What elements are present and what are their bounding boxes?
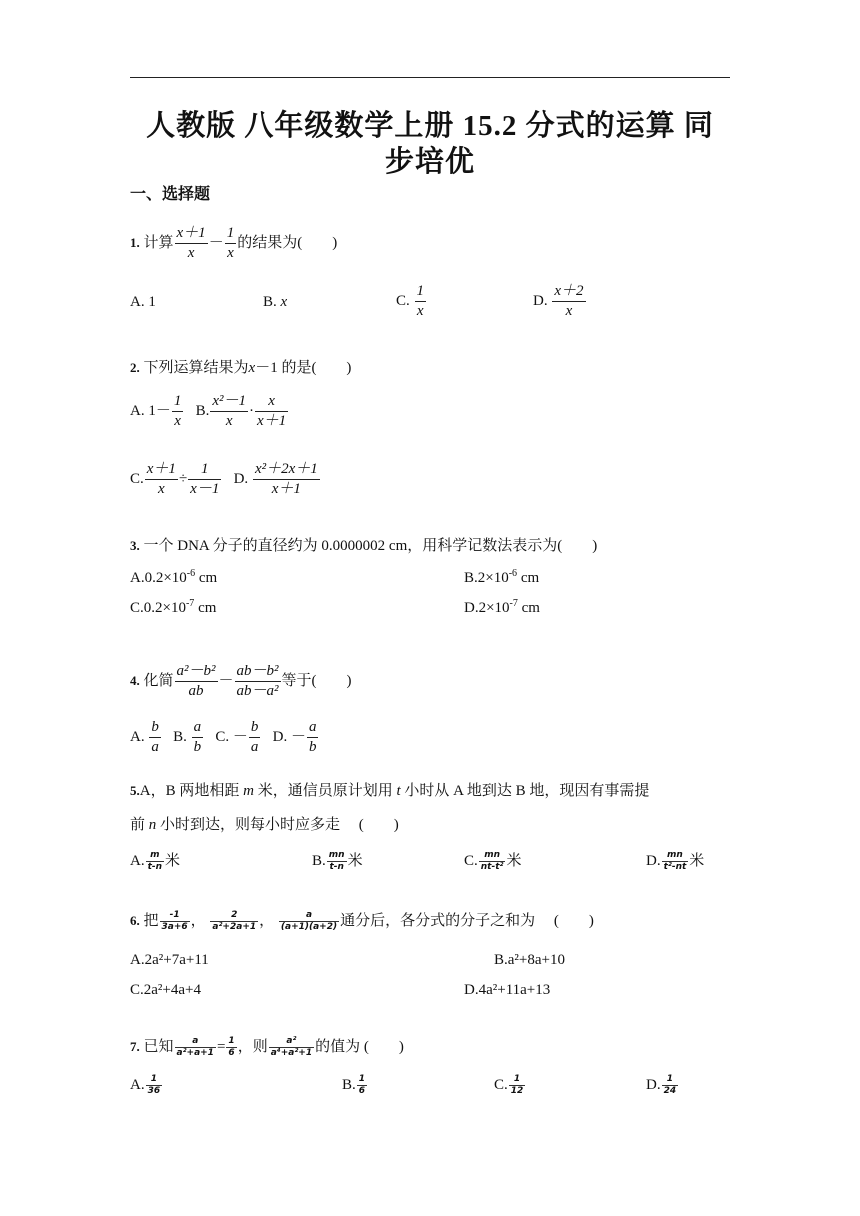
- fraction: $\frac{\text{a²－b²}}{ab}$: [176, 663, 216, 699]
- fraction: $\frac{2}{\text{a²+2a+1}}$: [212, 910, 257, 932]
- question-1: 1. 计算 $\frac{x+1}{x}$ － $\frac{1}{x}$ 的结果为( ): [130, 225, 338, 261]
- header-rule: [130, 77, 730, 78]
- question-2: 2. 下列运算结果为x－1 的是( ): [130, 360, 352, 376]
- option-c: C. $\frac{mn}{\text{nt-t²}}$ 米: [464, 850, 522, 872]
- option-b: B. $\frac{1}{6}$: [342, 1074, 366, 1096]
- fraction: $\frac{a}{b}$: [308, 719, 317, 755]
- option-d: D. －: [272, 728, 306, 745]
- fraction: $\frac{-1}{3a+6}$: [161, 910, 188, 932]
- option-c: C.2a²+4a+4: [130, 982, 201, 998]
- option-b: B. x: [263, 294, 288, 310]
- question-5: 5.A，B 两地相距 m 米，通信员原计划用 t 小时从 A 地到达 B 地，现因有事需提: [130, 783, 650, 799]
- option-d: D. $\frac{x+2}{x}$: [533, 283, 584, 319]
- fraction: $\frac{x+2}{x}$: [554, 283, 584, 319]
- question-4: 4. 化简 $\frac{\text{a²－b²}}{ab}$ － $\frac{\text{ab－b²}}{\text{ab－a²}}$ 等于( ): [130, 663, 352, 699]
- fraction: $\frac{mn}{\text{t²-nt}}$: [663, 850, 687, 872]
- question-number: 2.: [130, 360, 140, 375]
- option-a: A.: [130, 728, 145, 745]
- page-title: 人教版 八年级数学上册 15.2 分式的运算 同: [146, 110, 714, 142]
- question-number: 1.: [130, 234, 140, 250]
- option-d: D. $\frac{1}{24}$: [646, 1074, 677, 1096]
- option-c: $C.0.2\times 10^{-7}$ cm: [130, 598, 217, 616]
- fraction: $\frac{x}{x+1}$: [257, 393, 287, 429]
- question-number: 7.: [130, 1038, 140, 1054]
- fraction: $\frac{x+1}{x}$: [176, 225, 206, 261]
- option-c: C. $\frac{1}{x}$: [396, 283, 425, 319]
- fraction: $\frac{b}{a}$: [250, 719, 259, 755]
- question-number: 5.: [130, 783, 140, 798]
- question-6: 6. 把 $\frac{-1}{3a+6}$ ， $\frac{2}{\text{a²+2a+1}}$ ， $\frac{a}{(a+1)(a+2)}$ 通分后，各分式的分子之和为 ( ): [130, 910, 594, 932]
- option-b: B.: [195, 402, 210, 419]
- fraction: $\frac{x+1}{x}$: [146, 461, 176, 497]
- option-b: B.: [173, 728, 187, 745]
- fraction: $\frac{1}{x}$: [416, 283, 425, 319]
- fraction: $\frac{\text{x²＋2x＋1}}{x+1}$: [254, 461, 318, 497]
- fraction: $\frac{\text{a²}}{\text{a⁴+a²+1}}$: [270, 1036, 313, 1058]
- option-c: C.: [130, 470, 144, 487]
- page-title-continued: 步培优: [384, 146, 475, 178]
- option-d: D.4a²+11a+13: [464, 982, 551, 998]
- option-b: $B.2\times 10^{-6}$ cm: [464, 568, 540, 586]
- option-a: A. 1－: [130, 402, 171, 419]
- fraction: $\frac{\text{ab－b²}}{\text{ab－a²}}$: [236, 663, 279, 699]
- fraction: $\frac{1}{12}$: [510, 1074, 524, 1096]
- fraction: $\frac{mn}{t-n}$: [328, 850, 345, 872]
- option-b: B.a²+8a+10: [494, 952, 565, 968]
- fraction: $\frac{1}{6}$: [358, 1074, 366, 1096]
- options-2-cd: C. $\frac{x+1}{x}$ ÷ $\frac{1}{x-1}$ D. $\frac{\text{x²＋2x＋1}}{x+1}$: [130, 461, 318, 497]
- fraction: $\frac{a}{\text{a²+a+1}}$: [176, 1036, 214, 1058]
- fraction: $\frac{1}{24}$: [663, 1074, 677, 1096]
- section-heading: 一、选择题: [130, 186, 211, 203]
- fraction: $\frac{mn}{\text{nt-t²}}$: [480, 850, 504, 872]
- options-4: [130, 718, 319, 757]
- fraction: $\frac{1}{x}$: [173, 393, 182, 429]
- option-c: C. $\frac{1}{12}$: [494, 1074, 524, 1096]
- question-number: 4.: [130, 672, 140, 688]
- fraction: $\frac{a}{b}$: [193, 719, 202, 755]
- option-a: A. $\frac{1}{36}$: [130, 1074, 161, 1096]
- option-a: A. 1: [130, 294, 156, 310]
- fraction: $\frac{1}{36}$: [147, 1074, 161, 1096]
- question-number: 6.: [130, 912, 140, 928]
- option-a: $A.0.2\times 10^{-6}$ cm: [130, 568, 218, 586]
- fraction: $\frac{b}{a}$: [151, 719, 159, 755]
- fraction: $\frac{a}{(a+1)(a+2)}$: [280, 910, 338, 932]
- fraction: $\frac{m}{t-n}$: [147, 850, 163, 872]
- options-2-ab: A. 1－ $\frac{1}{x}$ B. $\frac{\text{x²－1}}{x}$ · $\frac{x}{x+1}$: [130, 393, 287, 429]
- option-a: A.2a²+7a+11: [130, 952, 209, 968]
- option-d: $D.2\times 10^{-7}$ cm: [464, 598, 540, 616]
- fraction: $\frac{1}{x}$: [226, 225, 235, 261]
- question-7: 7. 已知 $\frac{a}{\text{a²+a+1}}$ = $\frac{1}{6}$ ，则 $\frac{\text{a²}}{\text{a⁴+a²+1}}$ 的值为 ( ): [130, 1036, 404, 1058]
- option-c: C. －: [215, 728, 248, 745]
- fraction: $\frac{1}{x-1}$: [190, 461, 220, 497]
- option-a: A. $\frac{m}{t-n}$ 米: [130, 850, 181, 872]
- option-d: D. $\frac{mn}{\text{t²-nt}}$ 米: [646, 850, 705, 872]
- question-number: 3.: [130, 538, 140, 553]
- fraction: $\frac{\text{x²－1}}{x}$: [212, 393, 247, 429]
- fraction: $\frac{1}{6}$: [228, 1036, 235, 1058]
- question-5-line2: 前 n 小时到达，则每小时应多走 ( ): [130, 817, 399, 833]
- question-3: 3. 一个 DNA 分子的直径约为 0.0000002 cm，用科学记数法表示为( ): [130, 538, 598, 554]
- option-b: B. $\frac{mn}{t-n}$ 米: [312, 850, 363, 872]
- option-d: D.: [233, 470, 249, 487]
